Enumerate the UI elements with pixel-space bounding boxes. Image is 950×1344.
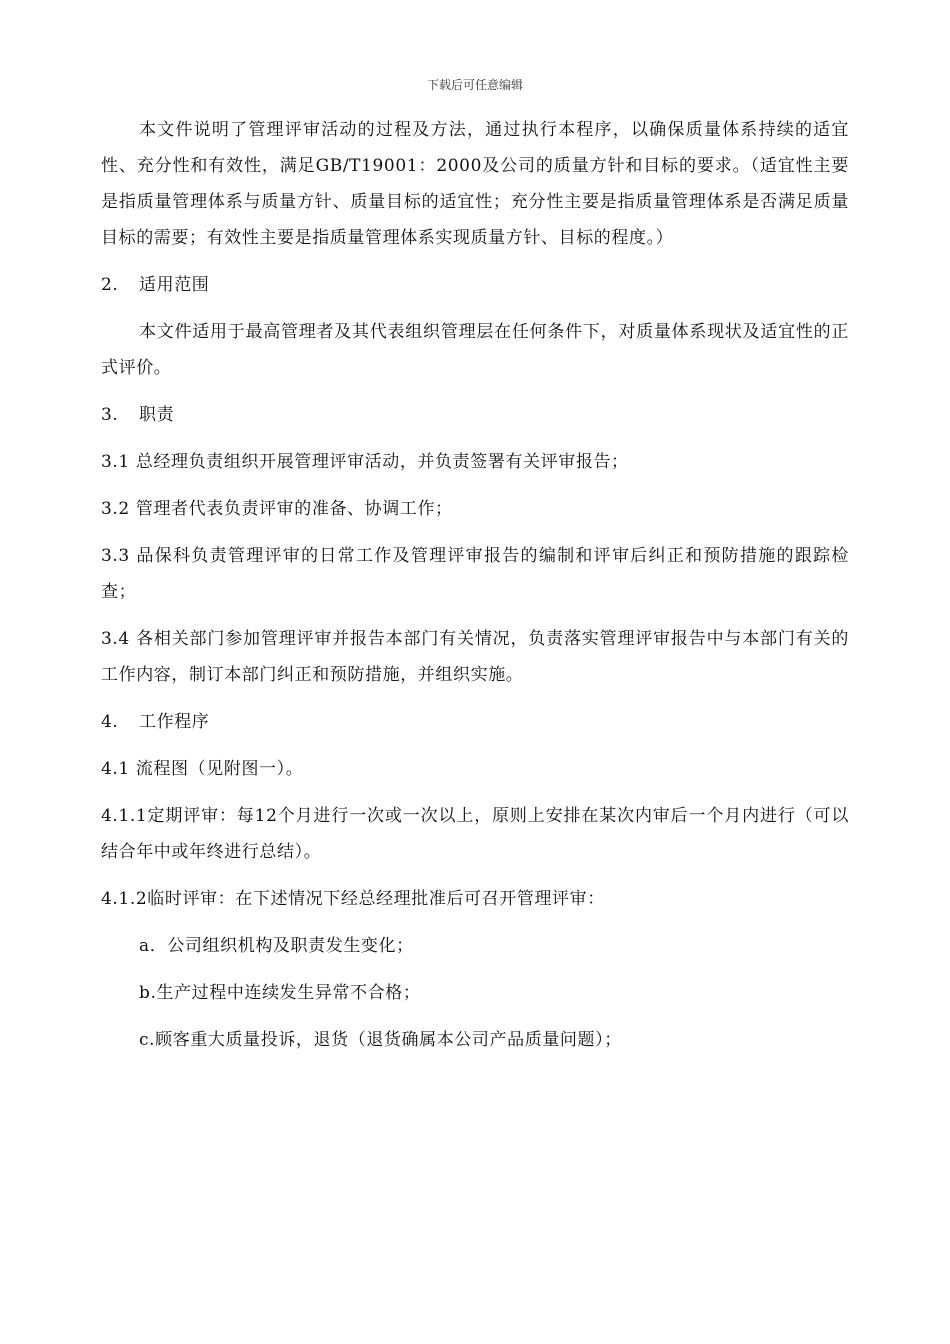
condition-item: c.顾客重大质量投诉，退货（退货确属本公司产品质量问题）； xyxy=(139,1030,622,1050)
section-2-heading xyxy=(101,267,849,303)
flowchart-reference: 4.1 流程图（见附图一）。 xyxy=(101,759,304,779)
section-2-number: 2. xyxy=(101,275,119,295)
condition-item: b.生产过程中连续发生异常不合格； xyxy=(139,983,421,1003)
condition-item: a．公司组织机构及职责发生变化； xyxy=(139,936,414,956)
section-3-number: 3. xyxy=(101,405,119,425)
intro-paragraph: 本文件说明了管理评审活动的过程及方法，通过执行本程序，以确保质量体系持续的适宜性、充分性和有效性，满足GB/T19001：2000及公司的质量方针和目标的要求。（适宜性主要是指质量管理体系与质量方针、质量目标的适宜性；充分性主要是指质量管理体系是否满足质量目标的需要；有效性主要是指质量管理体系实现质量方针、目标的程度。） xyxy=(101,120,849,248)
section-4-number: 4. xyxy=(101,712,119,732)
section-3-heading xyxy=(101,397,849,433)
responsibility-item: 3.2 管理者代表负责评审的准备、协调工作； xyxy=(101,499,453,519)
adhoc-review-paragraph: 4.1.2临时评审：在下述情况下经总经理批准后可召开管理评审： xyxy=(101,889,605,909)
responsibility-item: 3.1 总经理负责组织开展管理评审活动，并负责签署有关评审报告； xyxy=(101,452,629,472)
section-2-title: 适用范围 xyxy=(139,275,210,295)
document-body xyxy=(101,112,849,1069)
section-4-heading xyxy=(101,704,849,740)
page-header: 下载后可任意编辑 xyxy=(426,78,523,92)
regular-review-paragraph: 4.1.1定期评审：每12个月进行一次或一次以上，原则上安排在某次内审后一个月内进行（可以结合年中或年终进行总结）。 xyxy=(101,806,849,862)
responsibility-item: 3.3 品保科负责管理评审的日常工作及管理评审报告的编制和评审后纠正和预防措施的跟踪检查； xyxy=(101,546,849,602)
section-3-title: 职责 xyxy=(139,405,175,425)
responsibility-item: 3.4 各相关部门参加管理评审并报告本部门有关情况，负责落实管理评审报告中与本部门有关的工作内容，制订本部门纠正和预防措施，并组织实施。 xyxy=(101,629,849,685)
scope-paragraph: 本文件适用于最高管理者及其代表组织管理层在任何条件下，对质量体系现状及适宜性的正式评价。 xyxy=(101,322,849,378)
section-4-title: 工作程序 xyxy=(139,712,210,732)
